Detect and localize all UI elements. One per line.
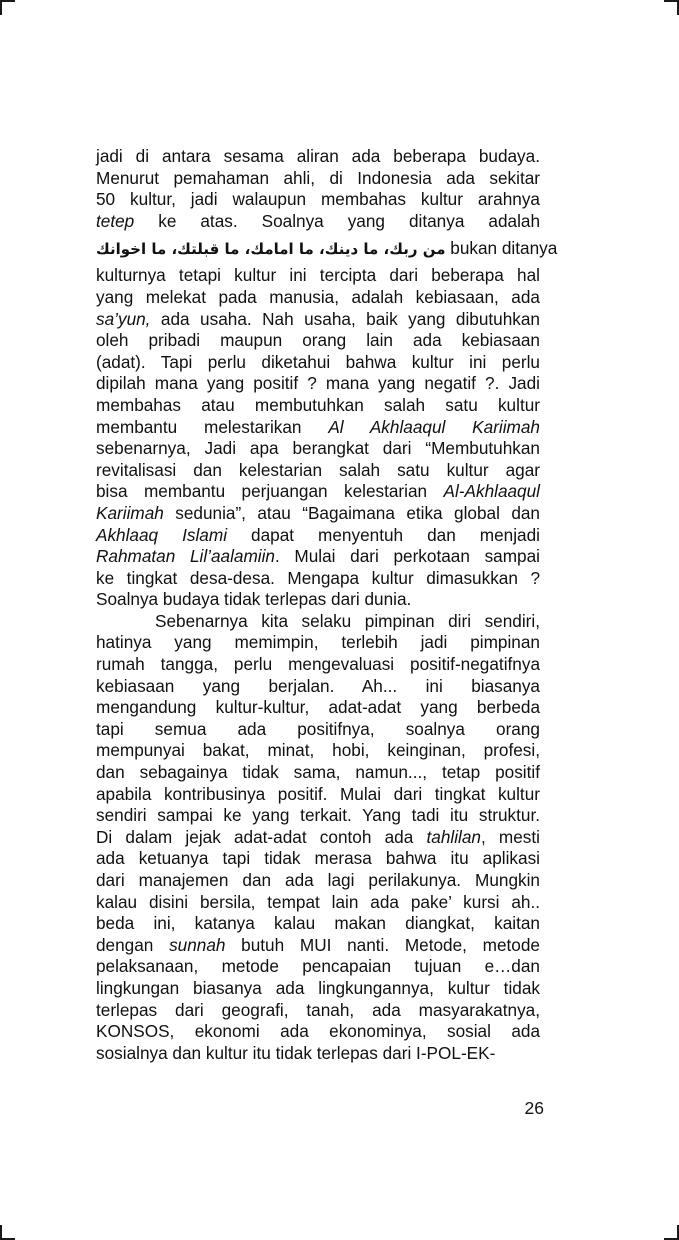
text-run: membahas atau membutuhkan salah satu kultur xyxy=(96,394,540,415)
text-run: apabila kontribusinya positif. Mulai dari tingkat kultur xyxy=(96,783,540,804)
text-run: ke tingkat desa-desa. Mengapa kultur dimasukkan ? xyxy=(96,567,540,588)
text-line xyxy=(96,503,540,525)
text-line xyxy=(96,309,540,331)
text-run: ke atas. Soalnya yang ditanya adalah xyxy=(134,210,540,231)
text-run: ada ketuanya tapi tidak merasa bahwa itu aplikasi xyxy=(96,848,540,869)
text-run: 50 kultur, jadi walaupun membahas kultur arahnya xyxy=(96,189,540,210)
arabic-phrase: من ربك، ما دينك، ما امامك، ما قبلتك، ما اخوانك xyxy=(96,240,446,259)
text-line xyxy=(96,373,540,395)
text-run: ada usaha. Nah usaha, baik yang dibutuhkan xyxy=(150,308,540,329)
text-line xyxy=(96,805,540,827)
text-run: mengandung kultur-kultur, adat-adat yang berbeda xyxy=(96,697,540,718)
text-run: dari manajemen dan ada lagi perilakunya. Mungkin xyxy=(96,870,540,890)
text-run: sosialnya dan kultur itu tidak terlepas dari I-POL-EK- xyxy=(96,1042,496,1063)
text-line xyxy=(96,417,540,439)
text-run: pelaksanaan, metode pencapaian tujuan e…dan xyxy=(96,956,540,977)
text-run: dan sebagainya tidak sama, namun..., tetap positif xyxy=(96,762,540,783)
text-line xyxy=(96,438,540,460)
text-run: (adat). Tapi perlu diketahui bahwa kultur ini perlu xyxy=(96,351,540,372)
text-line xyxy=(96,892,540,914)
text-line xyxy=(96,481,540,503)
text-run: sedunia”, atau “Bagaimana etika global dan xyxy=(163,502,540,523)
crop-mark-top-left-v xyxy=(0,0,2,15)
italic-term: tahlilan xyxy=(426,826,481,847)
text-run: mempunyai bakat, minat, hobi, keinginan, profesi, xyxy=(96,740,540,761)
text-line xyxy=(96,146,540,168)
text-line xyxy=(96,740,540,762)
crop-mark-top-left-h xyxy=(0,0,15,2)
text-run: butuh MUI nanti. Metode, metode xyxy=(225,934,540,955)
italic-term: sa’yun, xyxy=(96,308,151,329)
text-line xyxy=(96,654,540,676)
body-text xyxy=(96,146,558,1064)
text-line xyxy=(96,525,540,547)
text-run: dapat menyentuh dan menjadi xyxy=(227,524,540,545)
text-line xyxy=(96,632,540,654)
text-run: Menurut pemahaman ahli, di Indonesia ada sekitar xyxy=(96,167,540,188)
text-line xyxy=(96,395,540,417)
italic-term: Akhlaaq Islami xyxy=(96,524,228,545)
text-line xyxy=(96,935,540,957)
text-run: beda ini, katanya kalau makan diangkat, kaitan xyxy=(96,913,540,934)
text-run: sendiri sampai ke yang terkait. Yang tadi itu struktur. xyxy=(96,805,540,826)
text-run: Di dalam jejak adat-adat contoh ada xyxy=(96,826,427,847)
text-line xyxy=(96,460,540,482)
text-line xyxy=(96,168,540,190)
italic-term: Kariimah xyxy=(96,502,164,523)
text-line xyxy=(96,913,540,935)
text-line xyxy=(96,611,540,633)
text-run: dipilah mana yang positif ? mana yang negatif ?. Jadi xyxy=(96,373,540,394)
text-run: bukan ditanya xyxy=(445,238,558,259)
text-run: kebiasaan yang berjalan. Ah... ini biasanya xyxy=(96,675,540,696)
italic-term: Al-Akhlaaqul xyxy=(443,481,540,502)
text-line xyxy=(96,546,540,568)
text-run: kalau disini bersila, tempat lain ada pake’ kursi ah.. xyxy=(96,891,540,912)
text-line xyxy=(96,589,540,611)
text-line xyxy=(96,676,540,698)
text-line xyxy=(96,1043,540,1065)
text-line xyxy=(96,827,540,849)
italic-term: tetep xyxy=(96,210,135,231)
text-run: bisa membantu perjuangan kelestarian xyxy=(96,481,444,502)
text-line xyxy=(96,352,540,374)
text-run: tapi semua ada positifnya, soalnya orang xyxy=(96,718,540,739)
text-run: lingkungan biasanya ada lingkungannya, kultur tidak xyxy=(96,977,540,998)
text-line xyxy=(96,330,540,352)
page-number: 26 xyxy=(524,1098,544,1118)
text-line xyxy=(96,870,540,892)
text-line xyxy=(96,784,540,806)
text-run: KONSOS, ekonomi ada ekonominya, sosial ada xyxy=(96,1021,540,1042)
text-run: terlepas dari geografi, tanah, ada masyarakatnya, xyxy=(96,999,540,1020)
text-run: kulturnya tetapi kultur ini tercipta dari beberapa hal xyxy=(96,265,540,286)
text-line xyxy=(96,287,540,309)
text-run: membantu melestarikan xyxy=(96,416,329,437)
text-line xyxy=(96,719,540,741)
text-run: sebenarnya, Jadi apa berangkat dari “Membutuhkan xyxy=(96,438,540,459)
text-run: jadi di antara sesama aliran ada beberapa budaya. xyxy=(96,146,540,166)
text-line xyxy=(96,1000,540,1022)
text-run: , mesti xyxy=(480,826,540,847)
text-run: . Mulai dari perkotaan sampai xyxy=(274,546,540,567)
text-line xyxy=(96,189,540,211)
text-run: oleh pribadi maupun orang lain ada kebiasaan xyxy=(96,330,540,351)
text-run: dengan xyxy=(96,934,170,955)
text-run: yang melekat pada manusia, adalah kebiasaan, ada xyxy=(96,286,540,307)
crop-mark-bottom-left-v xyxy=(0,1225,2,1240)
text-line xyxy=(96,211,540,233)
italic-term: Al Akhlaaqul Kariimah xyxy=(328,416,540,437)
text-run: revitalisasi dan kelestarian salah satu kultur agar xyxy=(96,459,540,480)
text-run: Sebenarnya kita selaku pimpinan diri sendiri, xyxy=(155,610,540,631)
text-line xyxy=(96,1021,540,1043)
italic-term: sunnah xyxy=(169,934,226,955)
text-run: Soalnya budaya tidak terlepas dari dunia. xyxy=(96,589,412,610)
text-line xyxy=(96,568,540,590)
italic-term: Rahmatan Lil’aalamiin xyxy=(96,546,275,567)
text-line xyxy=(96,232,558,265)
text-line xyxy=(96,762,540,784)
text-line xyxy=(96,265,540,287)
text-line xyxy=(96,978,540,1000)
text-line xyxy=(96,848,540,870)
text-run: hatinya yang memimpin, terlebih jadi pimpinan xyxy=(96,632,540,653)
text-line xyxy=(96,697,540,719)
text-run: rumah tangga, perlu mengevaluasi positif-negatifnya xyxy=(96,654,540,675)
text-line xyxy=(96,956,540,978)
